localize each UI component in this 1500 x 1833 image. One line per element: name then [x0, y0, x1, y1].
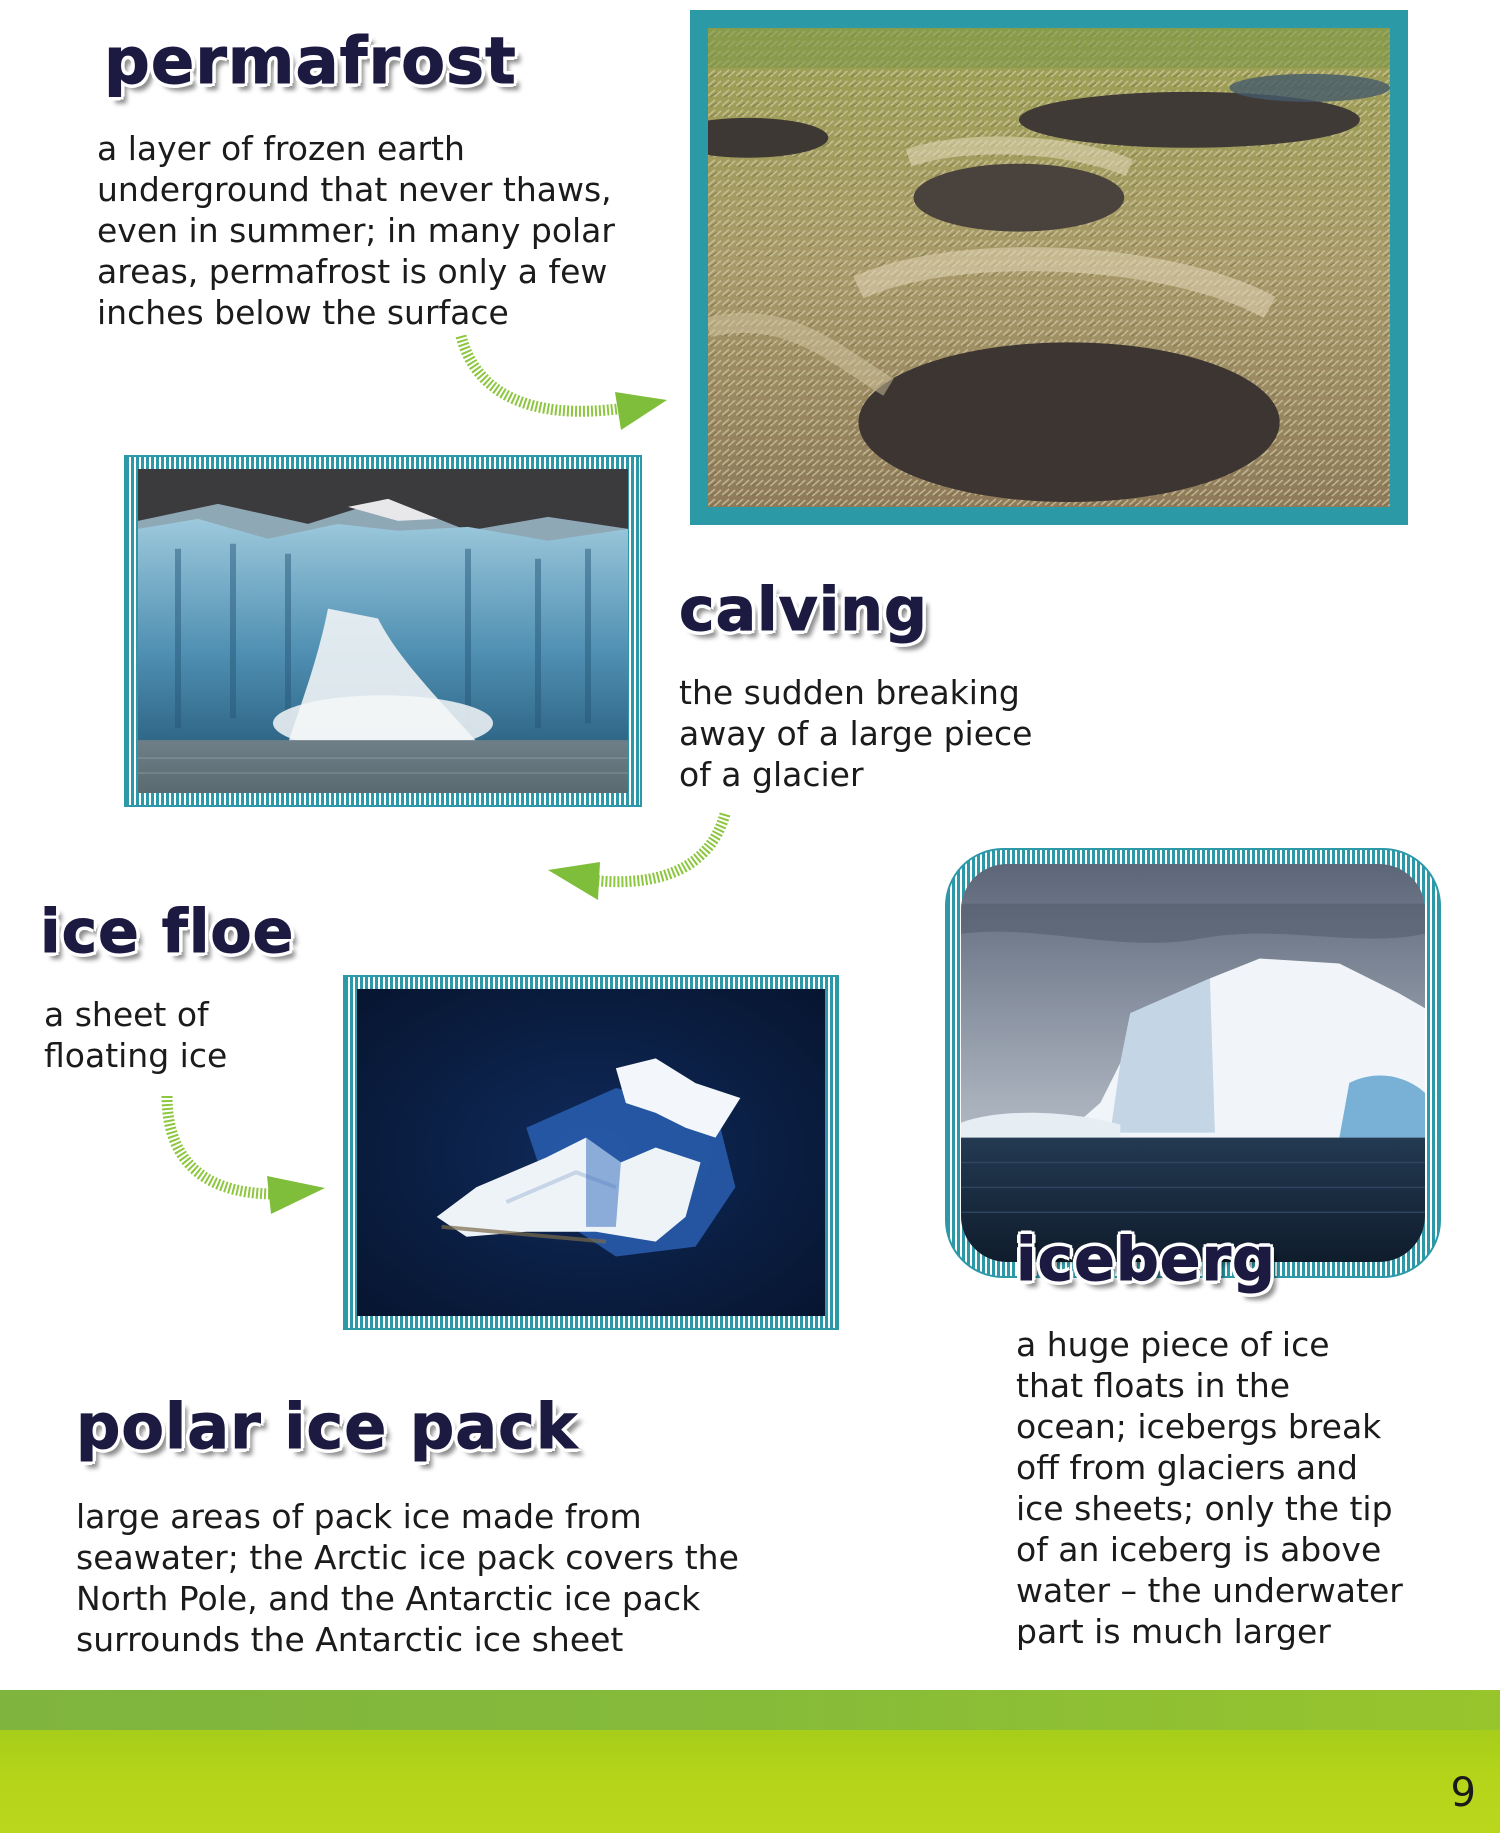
permafrost-photo: [708, 28, 1390, 507]
definition-line: areas, permafrost is only a few: [97, 252, 608, 291]
iceberg-photo-frame: [945, 848, 1441, 1278]
ice-floe-definition: [44, 994, 227, 1076]
polar-ice-pack-heading: polar ice pack: [76, 1390, 579, 1463]
definition-line: even in summer; in many polar: [97, 211, 615, 250]
iceberg-definition: [1016, 1324, 1403, 1652]
definition-line: seawater; the Arctic ice pack covers the: [76, 1538, 739, 1577]
calving-photo: [138, 469, 628, 793]
definition-line: North Pole, and the Antarctic ice pack: [76, 1579, 701, 1618]
curved-arrow-icon: [455, 330, 675, 440]
ice-floe-heading: ice floe: [40, 897, 295, 967]
definition-line: the sudden breaking: [679, 673, 1020, 712]
definition-line: a huge piece of ice: [1016, 1325, 1330, 1364]
definition-line: part is much larger: [1016, 1612, 1331, 1651]
definition-line: surrounds the Antarctic ice sheet: [76, 1620, 624, 1659]
definition-line: away of a large piece: [679, 714, 1033, 753]
iceberg-heading: iceberg: [1016, 1225, 1277, 1295]
definition-line: a sheet of: [44, 995, 209, 1034]
definition-line: water – the underwater: [1016, 1571, 1403, 1610]
calving-definition: [679, 672, 1032, 795]
definition-line: large areas of pack ice made from: [76, 1497, 642, 1536]
definition-line: underground that never thaws,: [97, 170, 612, 209]
ice-floe-photo: [357, 989, 825, 1316]
calving-photo-frame: [124, 455, 642, 807]
polar-ice-pack-definition: [76, 1496, 739, 1660]
definition-line: ocean; icebergs break: [1016, 1407, 1382, 1446]
definition-line: ice sheets; only the tip: [1016, 1489, 1393, 1528]
definition-line: inches below the surface: [97, 293, 509, 332]
page-number: 9: [1450, 1770, 1476, 1816]
curved-arrow-icon: [540, 808, 740, 908]
definition-line: a layer of frozen earth: [97, 129, 465, 168]
permafrost-heading: permafrost: [104, 25, 517, 99]
definition-line: that floats in the: [1016, 1366, 1291, 1405]
permafrost-definition: [97, 128, 615, 333]
iceberg-photo: [961, 864, 1425, 1262]
permafrost-photo-frame: [690, 10, 1408, 525]
definition-line: of an iceberg is above: [1016, 1530, 1382, 1569]
definition-line: off from glaciers and: [1016, 1448, 1358, 1487]
ice-floe-photo-frame: [343, 975, 839, 1330]
curved-arrow-icon: [155, 1092, 335, 1222]
definition-line: floating ice: [44, 1036, 228, 1075]
calving-heading: calving: [679, 575, 928, 645]
definition-line: of a glacier: [679, 755, 864, 794]
footer-band-stripe: [0, 1690, 1500, 1730]
